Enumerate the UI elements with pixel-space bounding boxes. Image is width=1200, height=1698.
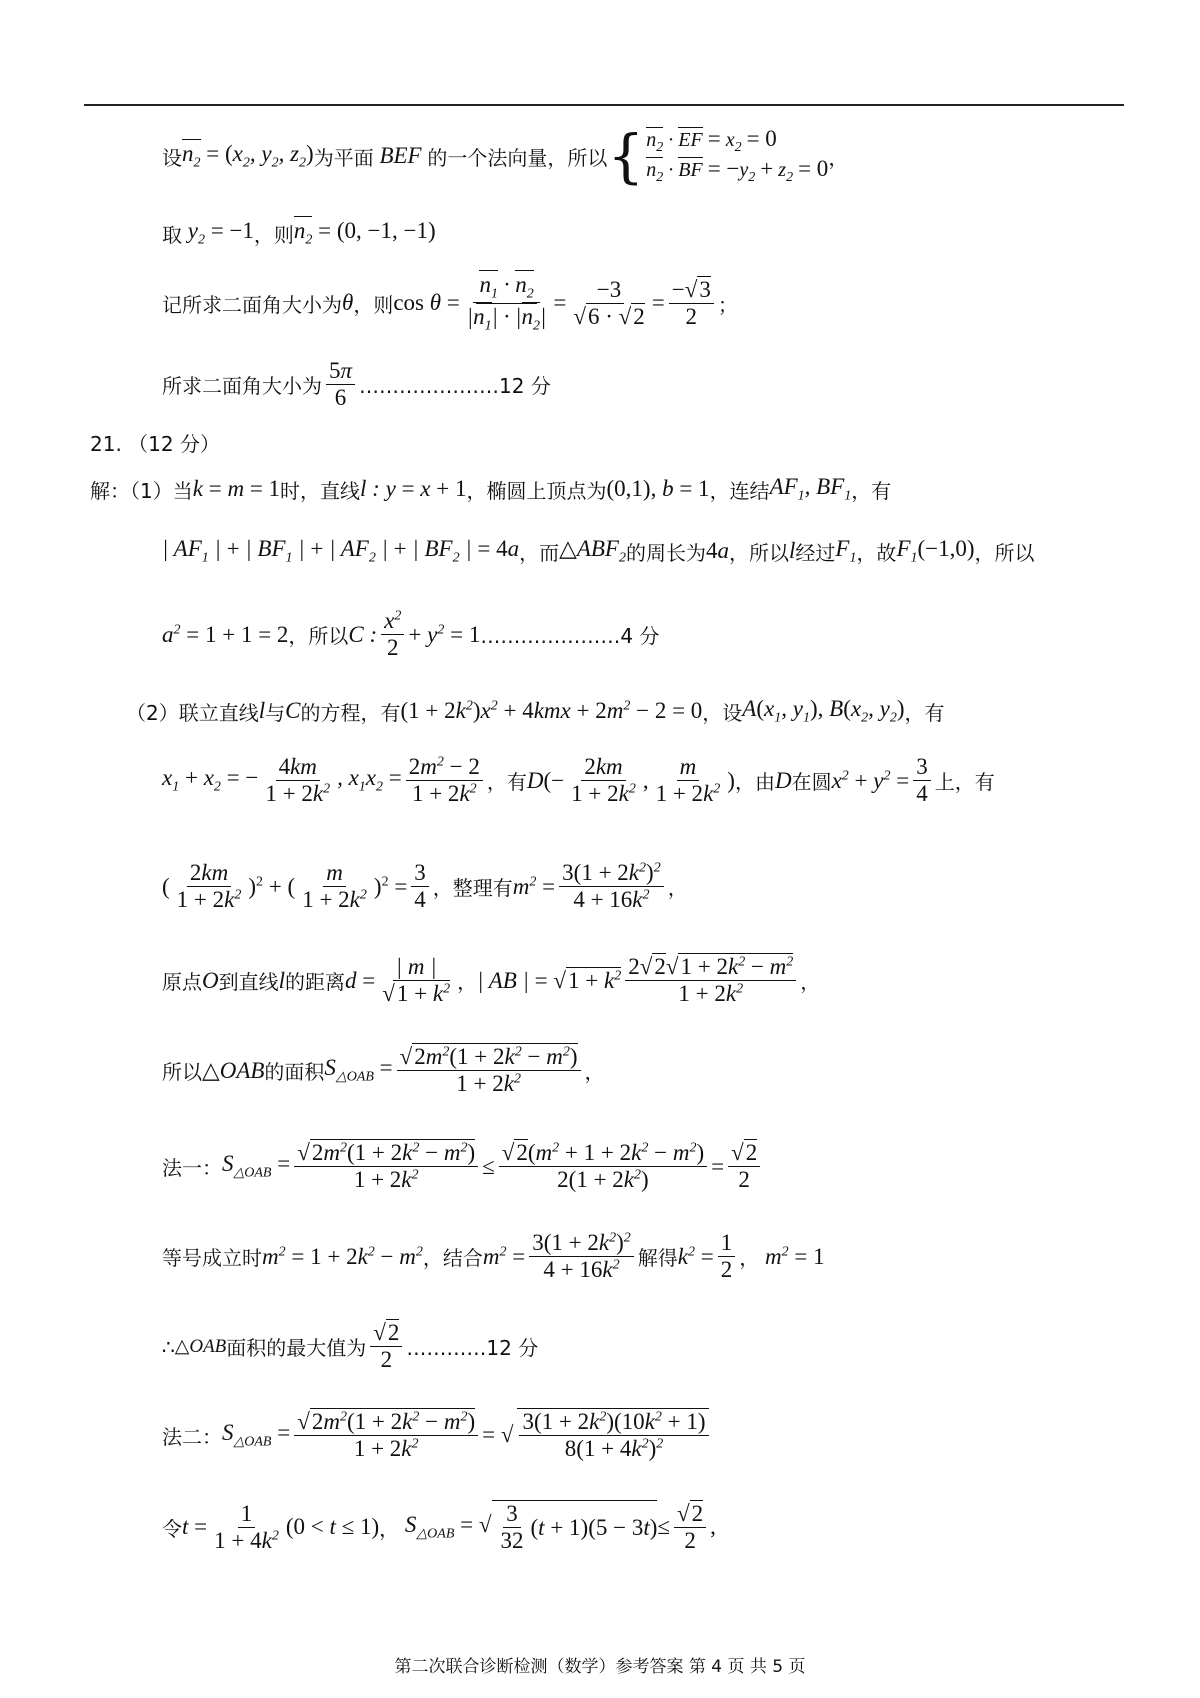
formula: l <box>278 967 286 993</box>
formula: d = <box>345 967 376 993</box>
text: ，所以 <box>974 540 1035 565</box>
text: ，所以 <box>728 540 789 565</box>
text: …………………12 分 <box>359 374 551 398</box>
text: ，所以 <box>288 624 349 648</box>
formula: $m^2$ = <box>512 873 556 899</box>
fraction: $\frac{2km}{1 + 2k^2}$ <box>176 860 242 912</box>
fraction: $\frac{√2m^2(1 + 2k^2 - m^2)}{1 + 2k^2}$ <box>294 1409 478 1462</box>
text: ， <box>667 876 688 900</box>
fraction: $\frac{3}{4}$ <box>411 860 429 913</box>
line-perimeter <box>162 536 1035 567</box>
fraction: $\frac{√2}{2}$ <box>674 1501 706 1554</box>
theta: θ <box>342 290 354 316</box>
text: 记所求二面角大小为 <box>162 292 342 317</box>
formula: t = <box>182 1514 208 1539</box>
fraction: $\frac{m}{1 + 2k^2}$ <box>302 860 367 912</box>
formula: $S_{\triangle OAB}$ = <box>324 1055 393 1085</box>
fraction: $\frac{x^2}{2}$ <box>381 608 404 661</box>
text: ； <box>717 292 738 317</box>
text: 法二： <box>162 1424 222 1449</box>
problem-21-header <box>90 428 220 457</box>
text: 的一个法向量，所以 <box>427 145 608 170</box>
fraction: $\frac{√2(m^2 + 1 + 2k^2 - m^2)}{2(1 + 2k^2)}$ <box>499 1140 707 1193</box>
header-rule <box>84 104 1124 106</box>
fraction: $\frac{4km}{1 + 2k^2}$ <box>265 754 331 806</box>
text: ，则 <box>353 292 394 317</box>
text: 的距离 <box>285 970 346 994</box>
text: ，故 <box>856 540 897 565</box>
fraction: $\frac{-3}{√6 \cdot √2}$ <box>573 276 645 329</box>
page-footer: 第二次联合诊断检测（数学）参考答案 第 4 页 共 5 页 <box>394 1657 806 1677</box>
text: 取 <box>162 222 182 247</box>
text: 的周长为 <box>625 540 706 565</box>
formula: $A(x_1$, $y_1$), $B(x_2$, $y_2$) <box>742 696 905 726</box>
line-take-y2 <box>162 218 436 249</box>
formula: l <box>788 538 796 564</box>
text: 法一： <box>162 1156 222 1180</box>
text: 在圆 <box>791 770 832 794</box>
fraction: $\frac{3}{32}$ <box>500 1501 524 1553</box>
text: ， <box>457 970 478 994</box>
fraction: $\frac{3(1 + 2k^2)^2}{4 + 16k^2}$ <box>559 860 664 913</box>
formula: $k^2$ = <box>677 1243 714 1269</box>
formula: $m^2 = 1 + 2k^2 - m^2$ <box>262 1243 423 1269</box>
text: 的面积 <box>264 1060 325 1084</box>
formula: (0,1), b = 1 <box>606 476 710 502</box>
fraction: $\frac{2m^2 - 2}{1 + 2k^2}$ <box>406 754 483 807</box>
fraction: $\frac{√2m^2(1 + 2k^2 - m^2)}{1 + 2k^2}$ <box>397 1044 581 1097</box>
text: 解得 <box>637 1246 678 1270</box>
formula: $x_1 + x_2$ = − <box>162 765 259 795</box>
formula: C : <box>348 621 378 647</box>
formula: $y_2 = -1$ <box>182 218 254 248</box>
text: （2）联立直线 <box>126 700 259 725</box>
text: ，则 <box>253 222 294 247</box>
fraction: $\frac{3}{4}$ <box>913 754 931 807</box>
formula: △OAB <box>202 1057 265 1083</box>
fraction: $\frac{-√3}{2}$ <box>669 277 714 330</box>
text: 所以 <box>162 1060 202 1084</box>
line-cos-theta: 记所求二面角大小为 θ ，则 cos θ = $\frac{n_1 \cdot n_2}{|n_1| \cdot |n_2|}$ = $\frac{-3}{√6 \cdot √2}$ = $\frac{-√3}{2}$ ； <box>162 272 738 334</box>
text: 解：（1）当 <box>90 478 193 503</box>
text: 等号成立时 <box>162 1246 262 1270</box>
text: 为平面 <box>313 145 374 170</box>
line-angle-result <box>162 358 551 411</box>
brace: { <box>607 122 645 190</box>
text: ， <box>739 1246 760 1270</box>
text: 令 <box>162 1516 182 1541</box>
formula: $a^2 = 1 + 1 = 2$ <box>162 621 289 647</box>
formula: $\triangle ABF_2$ <box>559 536 626 566</box>
text: ，有 <box>851 478 892 503</box>
line-part2 <box>126 696 944 727</box>
formula: O <box>202 967 219 993</box>
formula: $(1 + 2k^2)x^2 + 4kmx + 2m^2 - 2 = 0$ <box>400 698 703 724</box>
formula: , $x_1x_2$ = <box>337 765 402 795</box>
formula: $m^2 = 1$ <box>759 1243 825 1269</box>
text: ，设 <box>702 700 743 725</box>
text: 原点 <box>162 970 202 994</box>
text: ， <box>800 970 821 994</box>
line-method2: 法二： $S_{\triangle OAB}$ = $\frac{√2m^2(1 + 2k^2 - m^2)}{1 + 2k^2}$ = √ $\frac{3(1 + 2k^2)(10k^2 + 1)}{8(1 + 4k^2)^2}$ <box>162 1408 713 1462</box>
text: ，有 <box>486 770 527 794</box>
text: 经过 <box>795 540 836 565</box>
formula: | AB | = $√1 + k^2$ <box>477 967 622 993</box>
text: …………………4 分 <box>480 624 660 648</box>
formula: $S_{\triangle OAB}$ = √ <box>399 1511 492 1542</box>
text: ，而 <box>519 540 560 565</box>
text: ， <box>379 1516 400 1541</box>
line-equality <box>162 1230 825 1283</box>
text: …………12 分 <box>406 1336 539 1360</box>
fraction: $\frac{1}{2}$ <box>718 1230 736 1283</box>
fraction: $\frac{5\pi}{6}$ <box>326 358 355 411</box>
formula: | $AF_1$ | + | $BF_1$ | + | $AF_2$ | + | $BF_2$ | = 4a <box>162 536 520 566</box>
line-max-value <box>162 1320 538 1373</box>
line-circle-condition: ( $\frac{2km}{1 + 2k^2}$ )$^2$ + ( $\frac{m}{1 + 2k^2}$ )$^2$ = $\frac{3}{4}$ ，整理有 $m^2$ = $\frac{3(1 + 2k^2)^2}{4 + 16k^2}$ ， <box>162 860 688 912</box>
formula: $F_1(-1,0)$ <box>896 536 975 566</box>
text: 面积的最大值为 <box>226 1336 367 1360</box>
line-area <box>162 1044 605 1097</box>
formula: D(− <box>526 767 565 793</box>
sqrt-expression: $\frac{3}{32}$ (t + 1)(5 − 3t) <box>492 1500 658 1554</box>
text: 设 <box>162 145 182 170</box>
fraction: $\frac{3(1 + 2k^2)(10k^2 + 1)}{8(1 + 4k^2)^2}$ <box>517 1408 708 1462</box>
formula: $S_{\triangle OAB}$ = <box>222 1419 291 1450</box>
line-ellipse-eq <box>162 608 659 661</box>
fraction: $\frac{m}{1 + 2k^2}$ <box>655 754 721 806</box>
text: ，椭圆上顶点为 <box>466 478 607 503</box>
fraction: $\frac{n_1 \cdot n_2}{|n_1| \cdot |n_2|}$ <box>466 272 547 334</box>
text: ，有 <box>904 700 945 725</box>
text: 所求二面角大小为 <box>162 374 322 398</box>
formula: $S_{\triangle OAB}$ = <box>222 1151 291 1181</box>
text: ∴ <box>162 1334 175 1359</box>
formula-cos: cos θ = <box>393 290 460 316</box>
formula: △OAB <box>174 1336 227 1357</box>
formula: l <box>258 698 266 724</box>
text: 与 <box>265 700 286 725</box>
fraction: $\frac{| m |}{√1 + k^2}$ <box>382 954 451 1006</box>
formula: $AF_1$, $BF_1$ <box>769 474 852 504</box>
formula: C <box>285 698 301 724</box>
text: 时，直线 <box>280 478 361 503</box>
text: ，结合 <box>422 1246 483 1270</box>
text: 到直线 <box>218 970 279 994</box>
fraction: $\frac{1}{1 + 4k^2}$ <box>214 1500 279 1553</box>
formula: $F_1$ <box>835 536 857 566</box>
fraction: $\frac{√2}{2}$ <box>728 1140 760 1193</box>
formula: $n_2 = (0$, −1, −1) <box>293 218 436 248</box>
text: 上，有 <box>934 770 995 794</box>
fraction: $\frac{2√2√1 + 2k^2 - m^2}{1 + 2k^2}$ <box>625 954 796 1007</box>
formula: $m^2$ = <box>482 1243 526 1269</box>
formula: D <box>774 767 792 793</box>
formula: k = m = 1 <box>192 476 281 502</box>
formula: $x^2 + y^2$ = <box>831 767 910 793</box>
line-method1: 法一： $S_{\triangle OAB}$ = $\frac{√2m^2(1 + 2k^2 - m^2)}{1 + 2k^2}$ ≤ $\frac{√2(m^2 + 1 + 2k^2 - m^2)}{2(1 + 2k^2)}$ = $\frac{√2}{2}$ <box>162 1140 764 1193</box>
plane-name: BEF <box>373 143 428 168</box>
fraction: $\frac{2km}{1 + 2k^2}$ <box>571 754 636 806</box>
line-normal-vector-def <box>162 122 849 190</box>
line-vieta: $x_1 + x_2$ = − $\frac{4km}{1 + 2k^2}$ , $x_1x_2$ = $\frac{2m^2 - 2}{1 + 2k^2}$ ，有 D(− $\frac{2km}{1 + 2k^2}$ , $\frac{m}{1 + 2k^2}$ ) ，由 D 在圆 $x^2 + y^2$ = $\frac{3}{4}$ 上，有 <box>162 754 995 806</box>
line-substitution: 令 t = $\frac{1}{1 + 4k^2}$ (0 < t ≤ 1) ， $S_{\triangle OAB}$ = √ $\frac{3}{32}$ (t + 1)(5 − 3t) ≤ $\frac{√2}{2}$ , <box>162 1500 716 1553</box>
formula: l : y = x + 1 <box>360 476 467 502</box>
formula: 4a <box>705 538 729 564</box>
text: ， <box>584 1060 605 1084</box>
formula-n2: $n_2 = (x_2$, $y_2$, $z_2$) <box>182 140 314 171</box>
text: ，由 <box>734 770 775 794</box>
formula: (0 < t ≤ 1) <box>285 1514 380 1539</box>
text: ，整理有 <box>432 876 513 900</box>
text: ， <box>828 145 849 170</box>
text: 的方程，有 <box>300 700 401 725</box>
fraction: $\frac{√2}{2}$ <box>370 1320 402 1373</box>
fraction: $\frac{√2m^2(1 + 2k^2 - m^2)}{1 + 2k^2}$ <box>294 1140 478 1193</box>
line-distance <box>162 954 820 1007</box>
line-part1 <box>90 474 891 505</box>
text: ，连结 <box>709 478 770 503</box>
text: 21. （12 分） <box>90 432 220 456</box>
equation-system: $n_2$ · EF = $x_2 = 0$ $n_2$ · BF = $-y_2 + z_2 = 0$ <box>646 126 829 185</box>
formula: + $y^2 = 1$ <box>408 621 481 647</box>
fraction: $\frac{3(1 + 2k^2)^2}{4 + 16k^2}$ <box>529 1230 634 1283</box>
